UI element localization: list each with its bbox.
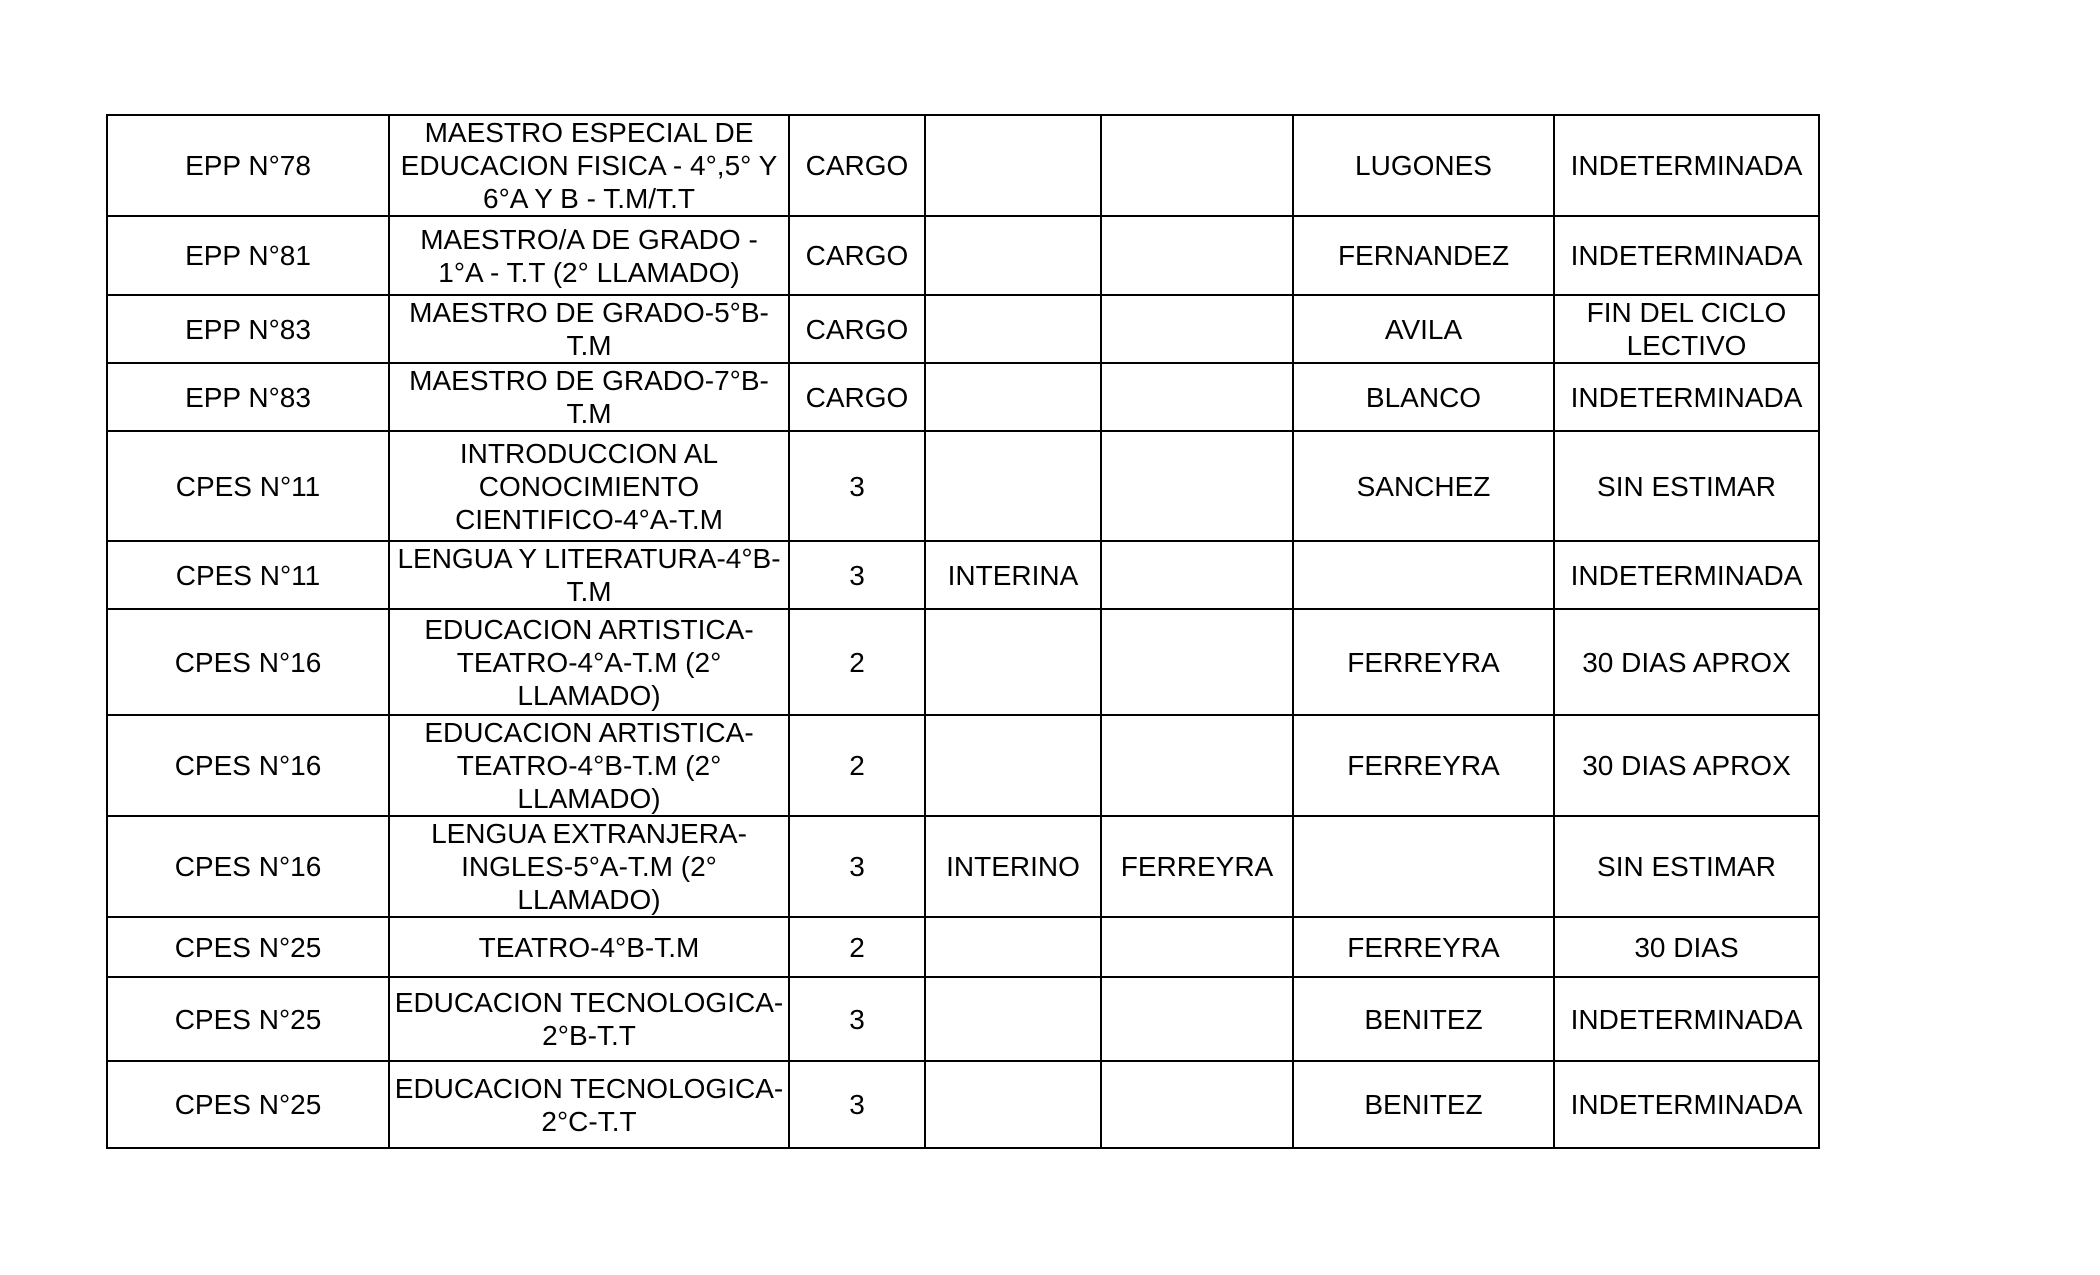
teacher-cell [1101, 917, 1293, 977]
teacher-cell: FERREYRA [1101, 816, 1293, 917]
table-row [107, 816, 1819, 917]
table-row [107, 609, 1819, 715]
position-cell: EDUCACION TECNOLOGICA-2°C-T.T [389, 1061, 789, 1148]
position-cell: LENGUA EXTRANJERA-INGLES-5°A-T.M (2° LLAMADO) [389, 816, 789, 917]
replaces-cell: BENITEZ [1293, 977, 1554, 1061]
status-cell [925, 431, 1101, 541]
hours-cell: 2 [789, 917, 925, 977]
hours-cell: 3 [789, 431, 925, 541]
table-row [107, 431, 1819, 541]
teacher-cell [1101, 431, 1293, 541]
hours-cell: 2 [789, 609, 925, 715]
duration-cell: INDETERMINADA [1554, 1061, 1819, 1148]
replaces-cell: SANCHEZ [1293, 431, 1554, 541]
hours-cell: 3 [789, 1061, 925, 1148]
duration-cell: INDETERMINADA [1554, 363, 1819, 431]
hours-cell: CARGO [789, 115, 925, 216]
hours-cell: CARGO [789, 363, 925, 431]
school-cell: CPES N°11 [107, 541, 389, 609]
duration-cell: INDETERMINADA [1554, 541, 1819, 609]
table-row [107, 917, 1819, 977]
hours-cell: 3 [789, 816, 925, 917]
teacher-cell [1101, 715, 1293, 816]
position-cell: EDUCACION TECNOLOGICA-2°B-T.T [389, 977, 789, 1061]
replaces-cell: FERREYRA [1293, 715, 1554, 816]
status-cell: INTERINO [925, 816, 1101, 917]
table-row [107, 977, 1819, 1061]
position-cell: EDUCACION ARTISTICA-TEATRO-4°B-T.M (2° LLAMADO) [389, 715, 789, 816]
table-row [107, 115, 1819, 216]
replaces-cell: BLANCO [1293, 363, 1554, 431]
replaces-cell: AVILA [1293, 295, 1554, 363]
school-cell: CPES N°25 [107, 917, 389, 977]
status-cell [925, 977, 1101, 1061]
position-cell: TEATRO-4°B-T.M [389, 917, 789, 977]
duration-cell: 30 DIAS APROX [1554, 609, 1819, 715]
teacher-cell [1101, 295, 1293, 363]
table-row [107, 363, 1819, 431]
duration-cell: SIN ESTIMAR [1554, 431, 1819, 541]
school-cell: CPES N°25 [107, 1061, 389, 1148]
school-cell: EPP N°78 [107, 115, 389, 216]
replaces-cell [1293, 541, 1554, 609]
status-cell [925, 715, 1101, 816]
school-cell: CPES N°16 [107, 816, 389, 917]
teacher-cell [1101, 363, 1293, 431]
replaces-cell: FERREYRA [1293, 609, 1554, 715]
teacher-cell [1101, 609, 1293, 715]
duration-cell: INDETERMINADA [1554, 216, 1819, 295]
status-cell [925, 363, 1101, 431]
replaces-cell: FERNANDEZ [1293, 216, 1554, 295]
replaces-cell [1293, 816, 1554, 917]
table-row [107, 715, 1819, 816]
table-row [107, 216, 1819, 295]
hours-cell: 3 [789, 977, 925, 1061]
replaces-cell: FERREYRA [1293, 917, 1554, 977]
teacher-cell [1101, 216, 1293, 295]
school-cell: CPES N°25 [107, 977, 389, 1061]
status-cell [925, 115, 1101, 216]
hours-cell: 3 [789, 541, 925, 609]
school-cell: CPES N°16 [107, 609, 389, 715]
hours-cell: CARGO [789, 295, 925, 363]
hours-cell: CARGO [789, 216, 925, 295]
position-cell: MAESTRO/A DE GRADO - 1°A - T.T (2° LLAMADO) [389, 216, 789, 295]
school-cell: CPES N°16 [107, 715, 389, 816]
status-cell [925, 1061, 1101, 1148]
vacancy-table [106, 114, 1820, 1149]
teacher-cell [1101, 1061, 1293, 1148]
status-cell [925, 295, 1101, 363]
duration-cell: 30 DIAS [1554, 917, 1819, 977]
table-row [107, 541, 1819, 609]
duration-cell: SIN ESTIMAR [1554, 816, 1819, 917]
position-cell: INTRODUCCION AL CONOCIMIENTO CIENTIFICO-4°A-T.M [389, 431, 789, 541]
duration-cell: INDETERMINADA [1554, 977, 1819, 1061]
school-cell: EPP N°81 [107, 216, 389, 295]
replaces-cell: LUGONES [1293, 115, 1554, 216]
school-cell: CPES N°11 [107, 431, 389, 541]
table-row [107, 1061, 1819, 1148]
status-cell: INTERINA [925, 541, 1101, 609]
status-cell [925, 609, 1101, 715]
table-row [107, 295, 1819, 363]
hours-cell: 2 [789, 715, 925, 816]
replaces-cell: BENITEZ [1293, 1061, 1554, 1148]
school-cell: EPP N°83 [107, 363, 389, 431]
duration-cell: INDETERMINADA [1554, 115, 1819, 216]
teacher-cell [1101, 541, 1293, 609]
position-cell: LENGUA Y LITERATURA-4°B-T.M [389, 541, 789, 609]
status-cell [925, 917, 1101, 977]
duration-cell: FIN DEL CICLO LECTIVO [1554, 295, 1819, 363]
position-cell: EDUCACION ARTISTICA-TEATRO-4°A-T.M (2° LLAMADO) [389, 609, 789, 715]
position-cell: MAESTRO ESPECIAL DE EDUCACION FISICA - 4°,5° Y 6°A Y B - T.M/T.T [389, 115, 789, 216]
duration-cell: 30 DIAS APROX [1554, 715, 1819, 816]
school-cell: EPP N°83 [107, 295, 389, 363]
position-cell: MAESTRO DE GRADO-7°B-T.M [389, 363, 789, 431]
teacher-cell [1101, 115, 1293, 216]
teacher-cell [1101, 977, 1293, 1061]
status-cell [925, 216, 1101, 295]
position-cell: MAESTRO DE GRADO-5°B-T.M [389, 295, 789, 363]
